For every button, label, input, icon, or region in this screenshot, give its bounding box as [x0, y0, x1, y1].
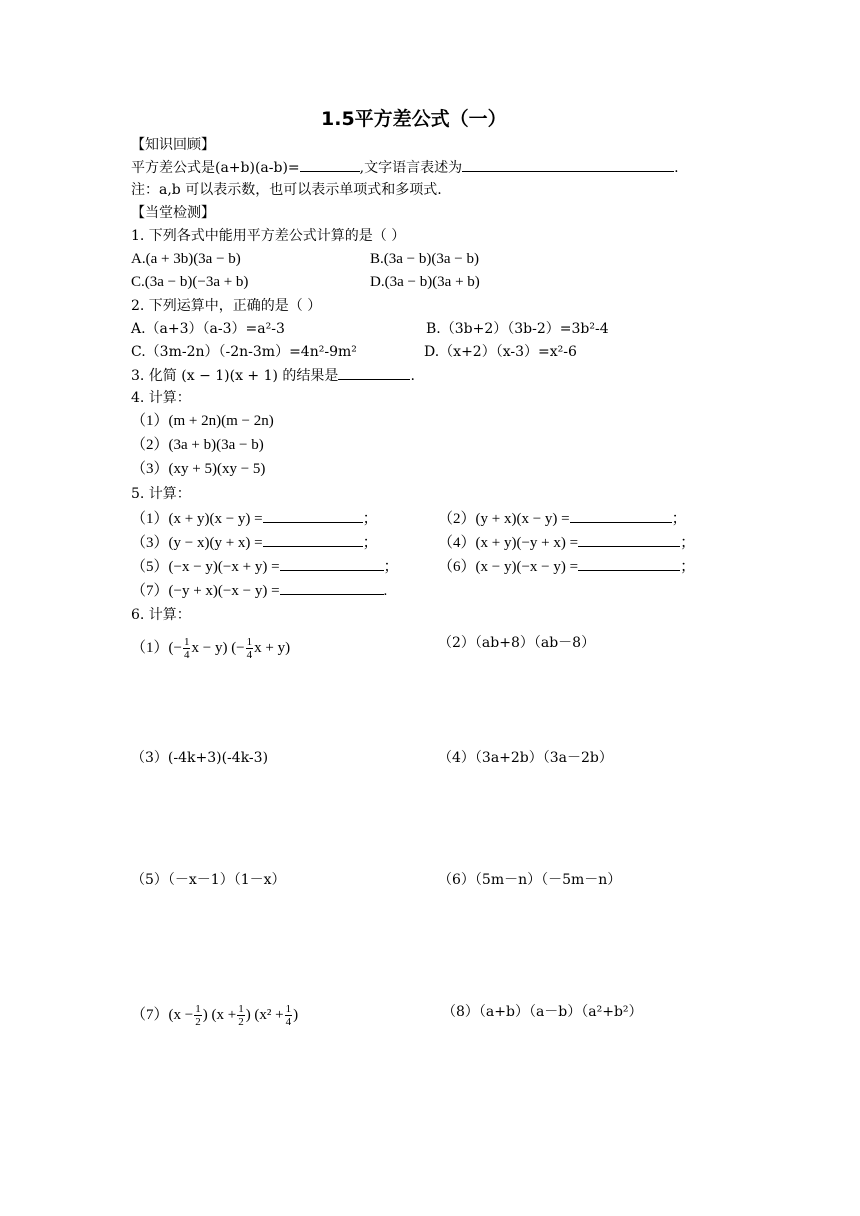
- q2-option-d: D.（x+2）（x-3）=x²-6: [424, 344, 577, 360]
- q1-stem: 1. 下列各式中能用平方差公式计算的是（ ）: [131, 228, 406, 244]
- separator: ；: [680, 559, 696, 575]
- q6-problem-7: [131, 1003, 298, 1028]
- q3-end: .: [410, 368, 415, 384]
- separator: ；: [362, 511, 378, 527]
- q6-p7-text-c: ) (x² +: [245, 1006, 284, 1023]
- numerator: 1: [195, 1003, 201, 1015]
- fraction-one-half: [194, 1003, 202, 1028]
- q6-p1-text-c: x + y): [254, 639, 291, 656]
- q5-item-1: [131, 509, 378, 528]
- period: .: [383, 583, 388, 599]
- q2-option-a: A.（a+3）（a-3）=a²-3: [131, 321, 285, 337]
- q1-option-a: A.(a + 3b)(3a − b): [131, 251, 241, 267]
- q6-problem-3: （3）(-4k+3)(-4k-3): [131, 750, 269, 766]
- q5-item-7: [131, 581, 387, 600]
- q6-p1-text-b: x − y) (−: [191, 639, 245, 656]
- answer-blank[interactable]: [280, 581, 384, 595]
- q3-stem: 3. 化简 (x − 1)(x + 1) 的结果是: [131, 368, 339, 384]
- q6-p1-text-a: (−: [168, 639, 182, 656]
- denominator: 2: [238, 1016, 244, 1028]
- q6-stem: 6. 计算：: [131, 607, 191, 623]
- q6-p7-text-d: ): [293, 1006, 299, 1023]
- answer-blank[interactable]: [300, 158, 360, 172]
- q6-problem-1: [131, 636, 290, 661]
- answer-blank[interactable]: [338, 366, 410, 380]
- q5-item-2-expr: （2）(y + x)(x − y) =: [438, 511, 570, 527]
- denominator: 4: [246, 649, 253, 661]
- section-review: 【知识回顾】: [131, 137, 215, 153]
- q5-item-3: [131, 533, 378, 552]
- q6-problem-8: （8）（a+b）（a－b）（a²+b²）: [442, 1004, 643, 1020]
- answer-blank[interactable]: [462, 158, 674, 172]
- answer-blank[interactable]: [263, 509, 363, 523]
- q2-stem: 2. 下列运算中，正确的是（ ）: [131, 298, 322, 314]
- q5-item-5-expr: （5）(−x − y)(−x + y) =: [131, 559, 280, 575]
- q6-p7-text-a: (x −: [168, 1006, 194, 1023]
- review-line-1: 平方差公式是(a+b)(a-b)= ,文字语言表述为 .: [131, 160, 679, 176]
- separator: ；: [671, 511, 687, 527]
- q6-problem-4: （4）（3a+2b）（3a－2b）: [438, 750, 613, 766]
- q3-line: [131, 366, 415, 385]
- q5-item-5: [131, 557, 399, 576]
- separator: ；: [362, 535, 378, 551]
- section-check: 【当堂检测】: [131, 205, 215, 221]
- review-text-b: ,文字语言表述为: [359, 160, 463, 176]
- denominator: 2: [195, 1016, 201, 1028]
- fraction-one-quarter: [246, 636, 254, 661]
- q5-item-3-expr: （3）(y − x)(y + x) =: [131, 535, 263, 551]
- answer-blank[interactable]: [280, 557, 384, 571]
- q4-stem: 4. 计算：: [131, 390, 191, 406]
- separator: ；: [680, 535, 696, 551]
- q4-item-2: （2）(3a + b)(3a − b): [131, 437, 264, 453]
- q6-problem-2: （2）（ab+8）（ab－8）: [438, 635, 596, 651]
- denominator: 4: [183, 649, 190, 661]
- q5-item-6: [438, 557, 695, 576]
- q2-option-c: C.（3m-2n）（-2n-3m）=4n²-9m²: [131, 344, 357, 360]
- page-title: 1.5平方差公式（一）: [321, 108, 507, 130]
- q6-problem-6: （6）（5m－n）（－5m－n）: [438, 872, 622, 888]
- q5-item-7-expr: （7）(−y + x)(−x − y) =: [131, 583, 280, 599]
- answer-blank[interactable]: [578, 557, 680, 571]
- answer-blank[interactable]: [578, 533, 680, 547]
- q2-option-b: B.（3b+2）（3b-2）=3b²-4: [426, 321, 609, 337]
- denominator: 4: [285, 1016, 292, 1028]
- separator: ；: [383, 559, 399, 575]
- q6-problem-5: （5）（－x－1）（1－x）: [131, 872, 286, 888]
- numerator: 1: [246, 636, 253, 648]
- q5-item-6-expr: （6）(x − y)(−x − y) =: [438, 559, 579, 575]
- answer-blank[interactable]: [263, 533, 363, 547]
- q1-option-b: B.(3a − b)(3a − b): [370, 251, 479, 267]
- numerator: 1: [238, 1003, 244, 1015]
- q4-item-3: （3）(xy + 5)(xy − 5): [131, 461, 266, 477]
- q6-p7-text-b: ) (x +: [202, 1006, 237, 1023]
- numerator: 1: [183, 636, 190, 648]
- q5-item-4-expr: （4）(x + y)(−y + x) =: [438, 535, 579, 551]
- answer-blank[interactable]: [570, 509, 672, 523]
- q5-item-4: [438, 533, 695, 552]
- q6-p7-label: （7）: [131, 1006, 169, 1023]
- fraction-one-quarter: [183, 636, 191, 661]
- q5-item-2: [438, 509, 687, 528]
- fraction-one-half: [237, 1003, 245, 1028]
- q1-option-c: C.(3a − b)(−3a + b): [131, 274, 249, 290]
- q1-option-d: D.(3a − b)(3a + b): [370, 274, 480, 290]
- q5-stem: 5. 计算：: [131, 486, 191, 502]
- review-note: 注：a,b 可以表示数，也可以表示单项式和多项式.: [131, 182, 442, 198]
- q5-item-1-expr: （1）(x + y)(x − y) =: [131, 511, 263, 527]
- fraction-one-quarter: [285, 1003, 293, 1028]
- numerator: 1: [285, 1003, 292, 1015]
- review-text-a: 平方差公式是(a+b)(a-b)=: [131, 160, 300, 176]
- q6-p1-label: （1）: [131, 639, 169, 656]
- q4-item-1: （1）(m + 2n)(m − 2n): [131, 413, 274, 429]
